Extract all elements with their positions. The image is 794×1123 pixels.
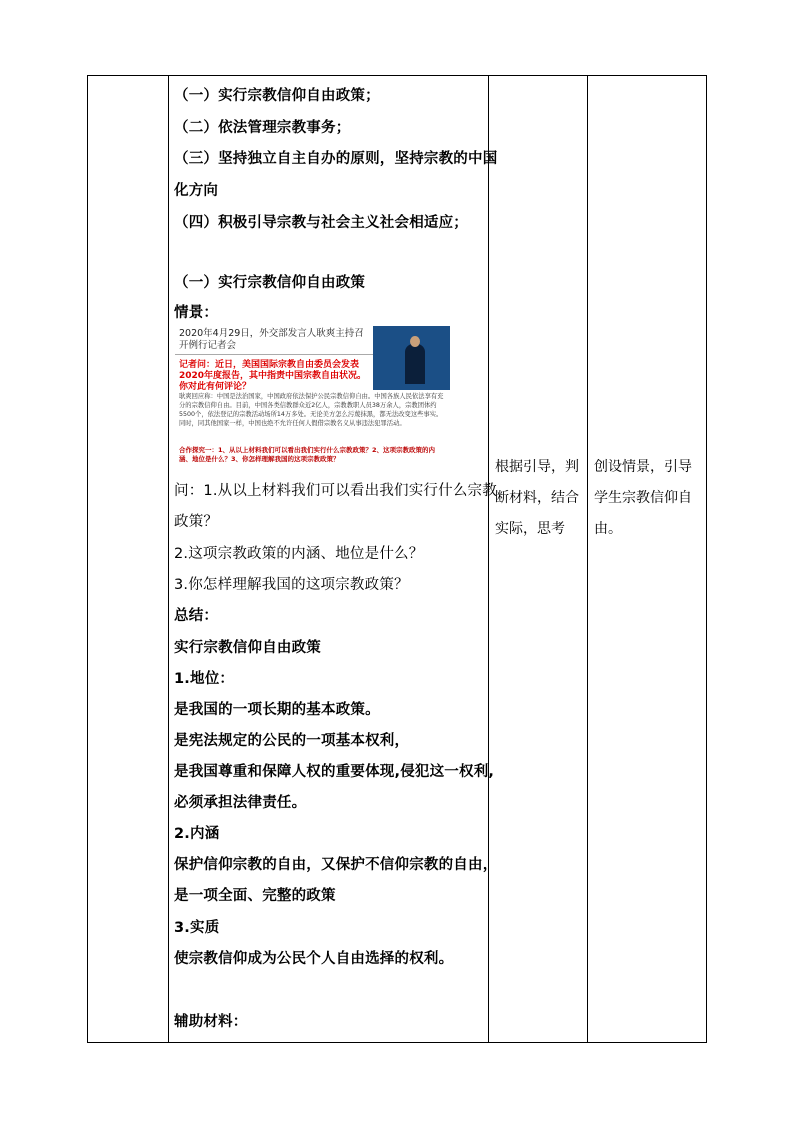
- image-tasks: 合作探究一：1、从以上材料我们可以看出我们实行什么宗教政策？2、这项宗教政策的内涵、地位是什么？3、你怎样理解我国的这项宗教政策？: [179, 446, 436, 463]
- podium-shape: [405, 344, 425, 384]
- question-line: 2.这项宗教政策的内涵、地位是什么？: [174, 546, 424, 562]
- summary-item: 1.地位：: [174, 671, 235, 687]
- summary-heading: 实行宗教信仰自由政策: [174, 640, 321, 656]
- summary-item: 必须承担法律责任。: [174, 795, 307, 811]
- design-intent-line: 创设情景，引导: [594, 459, 692, 475]
- section-heading: （一）实行宗教信仰自由政策: [174, 275, 366, 291]
- question-line: 3.你怎样理解我国的这项宗教政策？: [174, 577, 409, 593]
- student-activity-line: 根据引导，判: [495, 459, 579, 475]
- lesson-content-column: [168, 76, 568, 1042]
- student-activity-column: [495, 452, 587, 545]
- design-intent-column: [594, 452, 704, 545]
- section-item: （三）坚持独立自主自办的原则，坚持宗教的中国: [174, 151, 498, 167]
- summary-item: 是宪法规定的公民的一项基本权利，: [174, 733, 410, 749]
- summary-item: 保护信仰宗教的自由，又保护不信仰宗教的自由，: [174, 857, 498, 873]
- summary-item: 是我国尊重和保障人权的重要体现,侵犯这一权利,: [174, 764, 495, 780]
- image-answer: 耿爽回应称：中国是法治国家，中国政府依法保护公民宗教信仰自由。中国各族人民依法享有充分的宗教信仰自由。目前，中国各类信教群众近2亿人，宗教教职人员38万余人，宗教团体约5500个，依法登记的宗教活动场所14万多处。无论美方怎么污蔑抹黑，都无法改变这些事实。同时，同其他国家一样，中国也绝不允许任何人假借宗教名义从事违法犯罪活动。: [179, 393, 444, 427]
- summary-item: 是我国的一项长期的基本政策。: [174, 702, 380, 718]
- column-divider: [587, 76, 588, 1042]
- summary-item: 是一项全面、完整的政策: [174, 888, 336, 904]
- section-item: （四）积极引导宗教与社会主义社会相适应；: [174, 215, 468, 231]
- supplementary-label: 辅助材料：: [174, 1014, 248, 1030]
- summary-item: 使宗教信仰成为公民个人自由选择的权利。: [174, 951, 454, 967]
- question-line: 问：1.从以上材料我们可以看出我们实行什么宗教: [174, 483, 497, 499]
- student-activity-line: 实际，思考: [495, 521, 565, 537]
- summary-label: 总结：: [174, 608, 219, 624]
- image-question: 记者问：近日，美国国际宗教自由委员会发表2020年度报告，其中指责中国宗教自由状况。你对此有何评论？: [179, 360, 367, 392]
- summary-item: 2.内涵: [174, 826, 220, 842]
- design-intent-line: 学生宗教信仰自: [594, 490, 692, 506]
- section-item: （二）依法管理宗教事务；: [174, 120, 351, 136]
- question-line: 政策？: [174, 514, 219, 530]
- lesson-table: [87, 75, 707, 1043]
- press-conference-image: [175, 326, 450, 474]
- section-item: （一）实行宗教信仰自由政策；: [174, 88, 380, 104]
- summary-item: 3.实质: [174, 920, 220, 936]
- section-item: 化方向: [174, 183, 219, 199]
- scenario-label: 情景：: [174, 305, 219, 321]
- speaker-head: [410, 336, 420, 347]
- design-intent-line: 由。: [594, 521, 622, 537]
- image-caption: 2020年4月29日，外交部发言人耿爽主持召开例行记者会: [179, 328, 364, 351]
- student-activity-line: 断材料，结合: [495, 490, 579, 506]
